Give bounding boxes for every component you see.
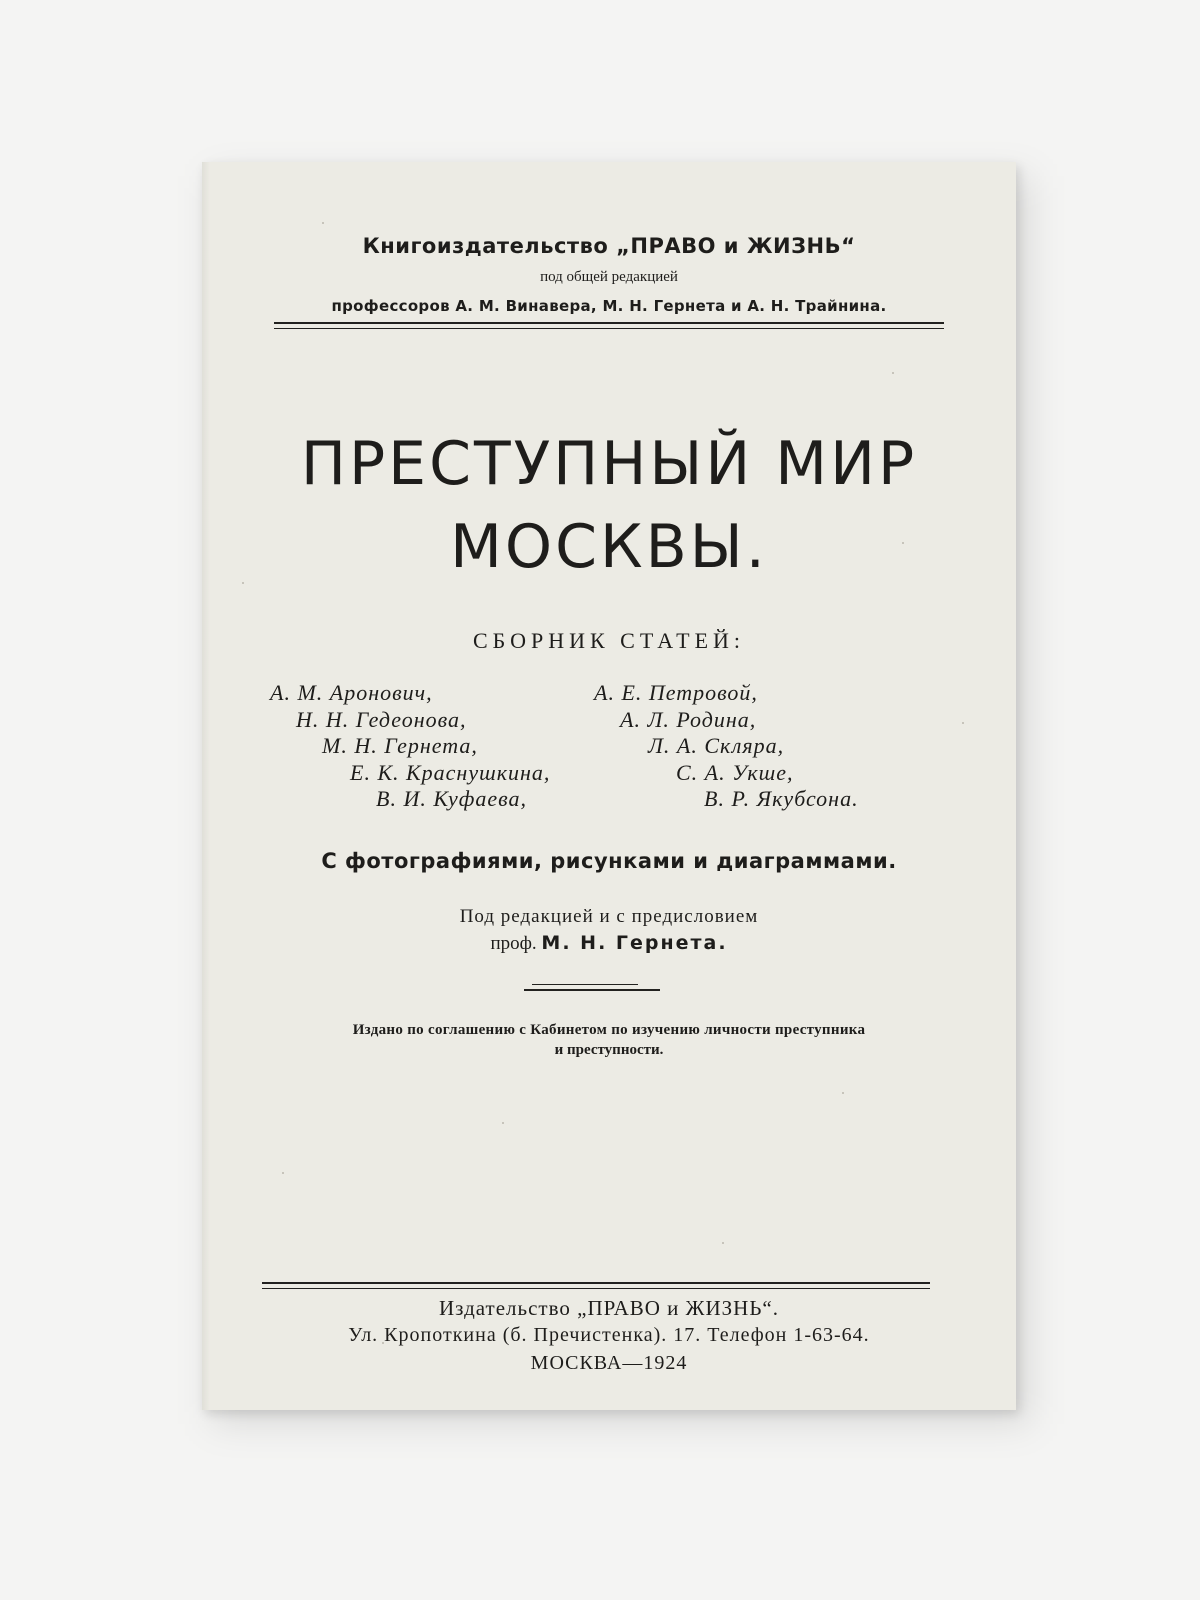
editorship-note: под общей редакцией	[540, 269, 678, 285]
title-line-2: МОСКВЫ.	[450, 512, 768, 582]
author-name: М. Н. Гернета,	[322, 733, 478, 758]
imprint-address: Ул. Кропоткина (б. Пречистенка). 17. Телефон 1-63-64.	[348, 1324, 870, 1346]
publisher-header: Книгоиздательство „ПРАВО и ЖИЗНЬ“	[362, 234, 856, 258]
author-name: А. Е. Петровой,	[594, 680, 758, 705]
author-name: А. Л. Родина,	[620, 706, 757, 732]
authors-right-column	[594, 680, 859, 813]
author-name: Н. Н. Гедеонова,	[296, 706, 467, 732]
paper-speck	[892, 372, 894, 374]
paper-speck	[502, 1122, 504, 1124]
title-line-1: ПРЕСТУПНЫЙ МИР	[300, 429, 918, 499]
ornament-rule-top	[532, 984, 638, 985]
author-name: В. И. Куфаева,	[376, 786, 528, 811]
paper-speck	[322, 222, 324, 224]
paper-speck	[242, 582, 244, 584]
author-name: В. Р. Якубсона.	[704, 786, 859, 811]
paper-speck	[842, 1092, 844, 1094]
author-name: А. М. Аронович,	[270, 680, 433, 705]
imprint-publisher: Издательство „ПРАВО и ЖИЗНЬ“.	[439, 1296, 779, 1320]
imprint-city-year: МОСКВА—1924	[530, 1352, 688, 1374]
collection-label: СБОРНИК СТАТЕЙ:	[472, 628, 746, 653]
paper-speck	[962, 722, 964, 724]
imprint-rule-thick	[262, 1282, 930, 1284]
book-title-page	[202, 162, 1016, 1410]
imprint-rule-thin	[262, 1288, 930, 1289]
prof-line	[202, 932, 1016, 955]
header-rule-thick	[274, 322, 944, 324]
authors-left-column	[270, 680, 550, 813]
agreement-line-1: Издано по соглашению с Кабинетом по изучению личности преступника	[352, 1022, 866, 1038]
author-name: С. А. Укше,	[676, 759, 794, 785]
prof-prefix: проф.	[490, 933, 537, 954]
prof-name: М. Н. Гернета.	[541, 932, 728, 954]
edited-line: Под редакцией и с предисловием	[459, 906, 759, 927]
professors-line: профессоров А. М. Винавера, М. Н. Гернета и А. Н. Трайнина.	[331, 297, 887, 315]
author-name: Е. К. Краснушкина,	[350, 759, 551, 785]
paper-speck	[722, 1242, 724, 1244]
illustrations-note: С фотографиями, рисунками и диаграммами.	[321, 849, 897, 873]
agreement-line-2: и преступности.	[554, 1042, 664, 1058]
paper-speck	[282, 1172, 284, 1174]
author-name: Л. А. Скляра,	[648, 733, 785, 758]
header-rule-thin	[274, 328, 944, 329]
ornament-rule-bottom	[524, 989, 660, 991]
